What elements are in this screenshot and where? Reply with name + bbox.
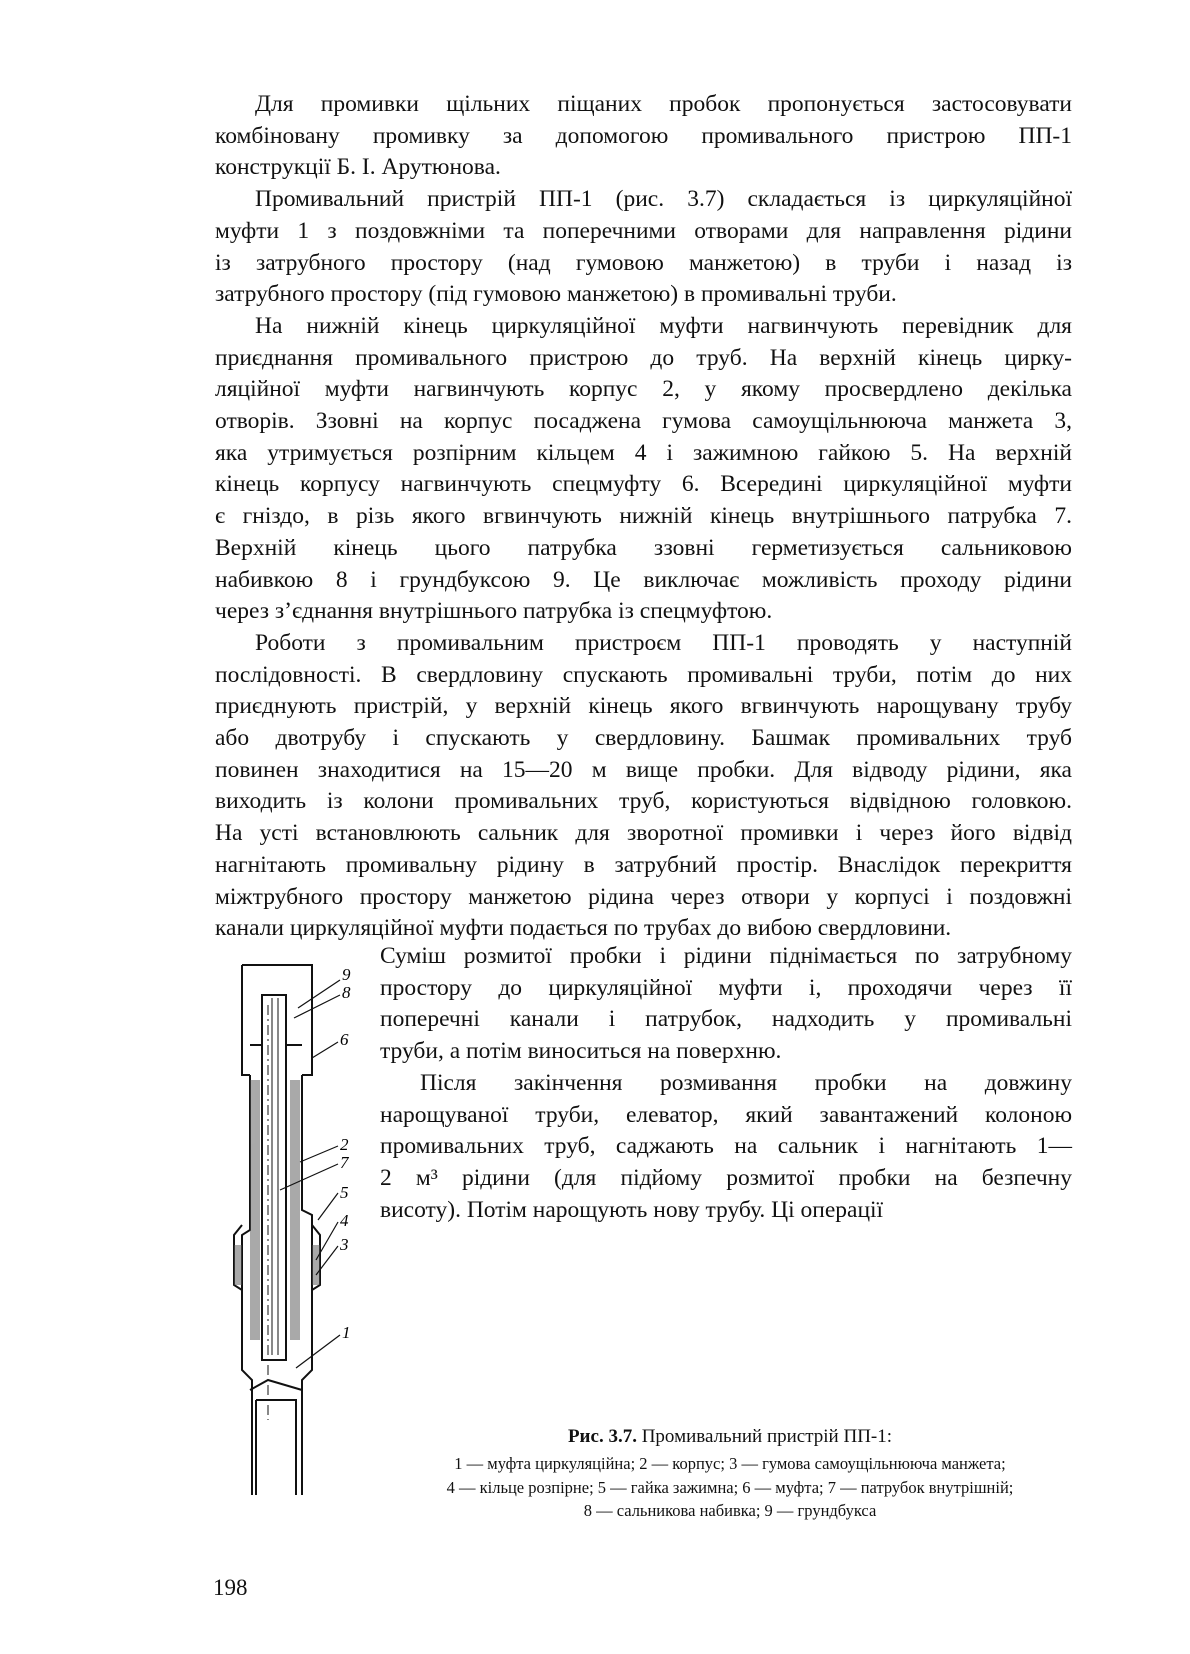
- text-line: Суміш розмитої пробки і рідини піднімається по затрубному: [380, 943, 1072, 969]
- text-line: труби, а потім виноситься на поверхню.: [380, 1038, 782, 1065]
- text-line: На нижній кінець циркуляційної муфти нагвинчують перевідник для: [255, 312, 1072, 339]
- caption-legend-line: 8 — сальникова набивка; 9 — грундбукса: [583, 1501, 877, 1520]
- text-line: 2 м³ рідини (для підйому розмитої пробки на безпечну: [380, 1164, 1072, 1191]
- figure-label: 2: [340, 1135, 349, 1154]
- paragraph: [215, 311, 1072, 628]
- figure-label: 8: [342, 983, 351, 1002]
- text-line: виходить із колони промивальних труб, користуються відвідною головкою.: [215, 788, 1072, 815]
- figure-label: 6: [340, 1030, 349, 1049]
- text-line: нагнітають промивальну рідину в затрубний простір. Внаслідок перекриття: [215, 851, 1072, 878]
- figure-label: 7: [340, 1153, 349, 1172]
- text-line: Для промивки щільних піщаних пробок пропонується застосовувати: [255, 91, 1072, 117]
- text-line: канали циркуляційної муфти подається по трубах до вибою свердловини.: [215, 915, 952, 942]
- figure-label: 5: [340, 1183, 349, 1202]
- text-line: висоту). Потім нарощують нову трубу. Ці операції: [380, 1196, 884, 1223]
- figure-label: 1: [342, 1323, 351, 1342]
- text-line: яка утримується розпірним кільцем 4 і зажимною гайкою 5. На верхній: [215, 439, 1072, 466]
- text-line: приєднують пристрій, у верхній кінець якого вгвинчують нарощувану трубу: [215, 693, 1072, 720]
- main-text: [215, 89, 1072, 945]
- text-line: набивкою 8 і грундбуксою 9. Це виключає можливість проходу рідини: [215, 566, 1072, 593]
- figure-3-7-flushing-device: [230, 950, 380, 1510]
- paragraph: [215, 89, 1072, 184]
- text-line: через з’єднання внутрішнього патрубка із спецмуфтою.: [215, 598, 773, 625]
- text-line: комбіновану промивку за допомогою промивального пристрою ПП-1: [215, 122, 1072, 149]
- figure-label: 9: [342, 965, 351, 984]
- text-line: отворів. Ззовні на корпус посаджена гумова самоущільнююча манжета 3,: [215, 408, 1072, 435]
- text-line: міжтрубного простору манжетою рідина через отвори у корпусі і поздовжні: [215, 883, 1072, 910]
- figure-label: 4: [340, 1211, 349, 1230]
- text-line: повинен знаходитися на 15—20 м вище пробки. Для відводу рідини, яка: [215, 756, 1072, 783]
- figure-caption: [380, 1422, 1080, 1523]
- paragraph: [380, 1068, 1072, 1227]
- text-line: На усті встановлюють сальник для зворотної промивки і через його відвід: [215, 820, 1072, 847]
- text-line: промивальних труб, саджають на сальник і нагнітають 1—: [380, 1133, 1072, 1160]
- caption-number: Рис. 3.7.: [567, 1426, 637, 1447]
- side-text: [380, 941, 1072, 1226]
- caption-legend-line: 1 — муфта циркуляційна; 2 — корпус; 3 — гумова самоущільнююча манжета;: [454, 1454, 1006, 1473]
- text-line: поперечні канали і патрубок, надходить у промивальні: [380, 1006, 1072, 1033]
- page-number: 198: [213, 1575, 248, 1600]
- text-line: простору до циркуляційної муфти і, проходячи через її: [380, 974, 1072, 1001]
- paragraph: [380, 941, 1072, 1068]
- text-line: Верхній кінець цього патрубка ззовні герметизується сальниковою: [215, 534, 1072, 561]
- text-line: кінець корпусу нагвинчують спецмуфту 6. Всередині циркуляційної муфти: [215, 471, 1072, 498]
- text-line: є гніздо, в різь якого вгвинчують нижній кінець внутрішнього патрубка 7.: [215, 503, 1072, 530]
- text-line: Роботи з промивальним пристроєм ПП-1 проводять у наступній: [255, 629, 1072, 656]
- caption-title: Промивальний пристрій ПП-1:: [641, 1426, 893, 1447]
- caption-legend-line: 4 — кільце розпірне; 5 — гайка зажимна; 6 — муфта; 7 — патрубок внутрішній;: [446, 1477, 1014, 1497]
- text-line: або двотрубу і спускають у свердловину. Башмак промивальних труб: [215, 725, 1072, 752]
- text-line: із затрубного простору (над гумовою манжетою) в труби і назад із: [215, 249, 1072, 276]
- text-line: ляційної муфти нагвинчують корпус 2, у якому просвердлено декілька: [215, 376, 1072, 403]
- text-line: приєднання промивального пристрою до труб. На верхній кінець цирку-: [215, 344, 1072, 371]
- figure-label: 3: [340, 1235, 349, 1254]
- text-line: затрубного простору (під гумовою манжетою) в промивальні труби.: [215, 281, 897, 308]
- text-line: Промивальний пристрій ПП-1 (рис. 3.7) складається із циркуляційної: [255, 186, 1072, 213]
- text-line: Після закінчення розмивання пробки на довжину: [420, 1069, 1072, 1096]
- text-line: конструкції Б. І. Арутюнова.: [215, 154, 501, 181]
- text-line: послідовності. В свердловину спускають промивальні труби, потім до них: [215, 661, 1072, 688]
- paragraph: [215, 628, 1072, 945]
- text-line: муфти 1 з поздовжніми та поперечними отворами для направлення рідини: [215, 217, 1072, 244]
- paragraph: [215, 184, 1072, 311]
- text-line: нарощуваної труби, елеватор, який завантажений колоною: [380, 1101, 1072, 1128]
